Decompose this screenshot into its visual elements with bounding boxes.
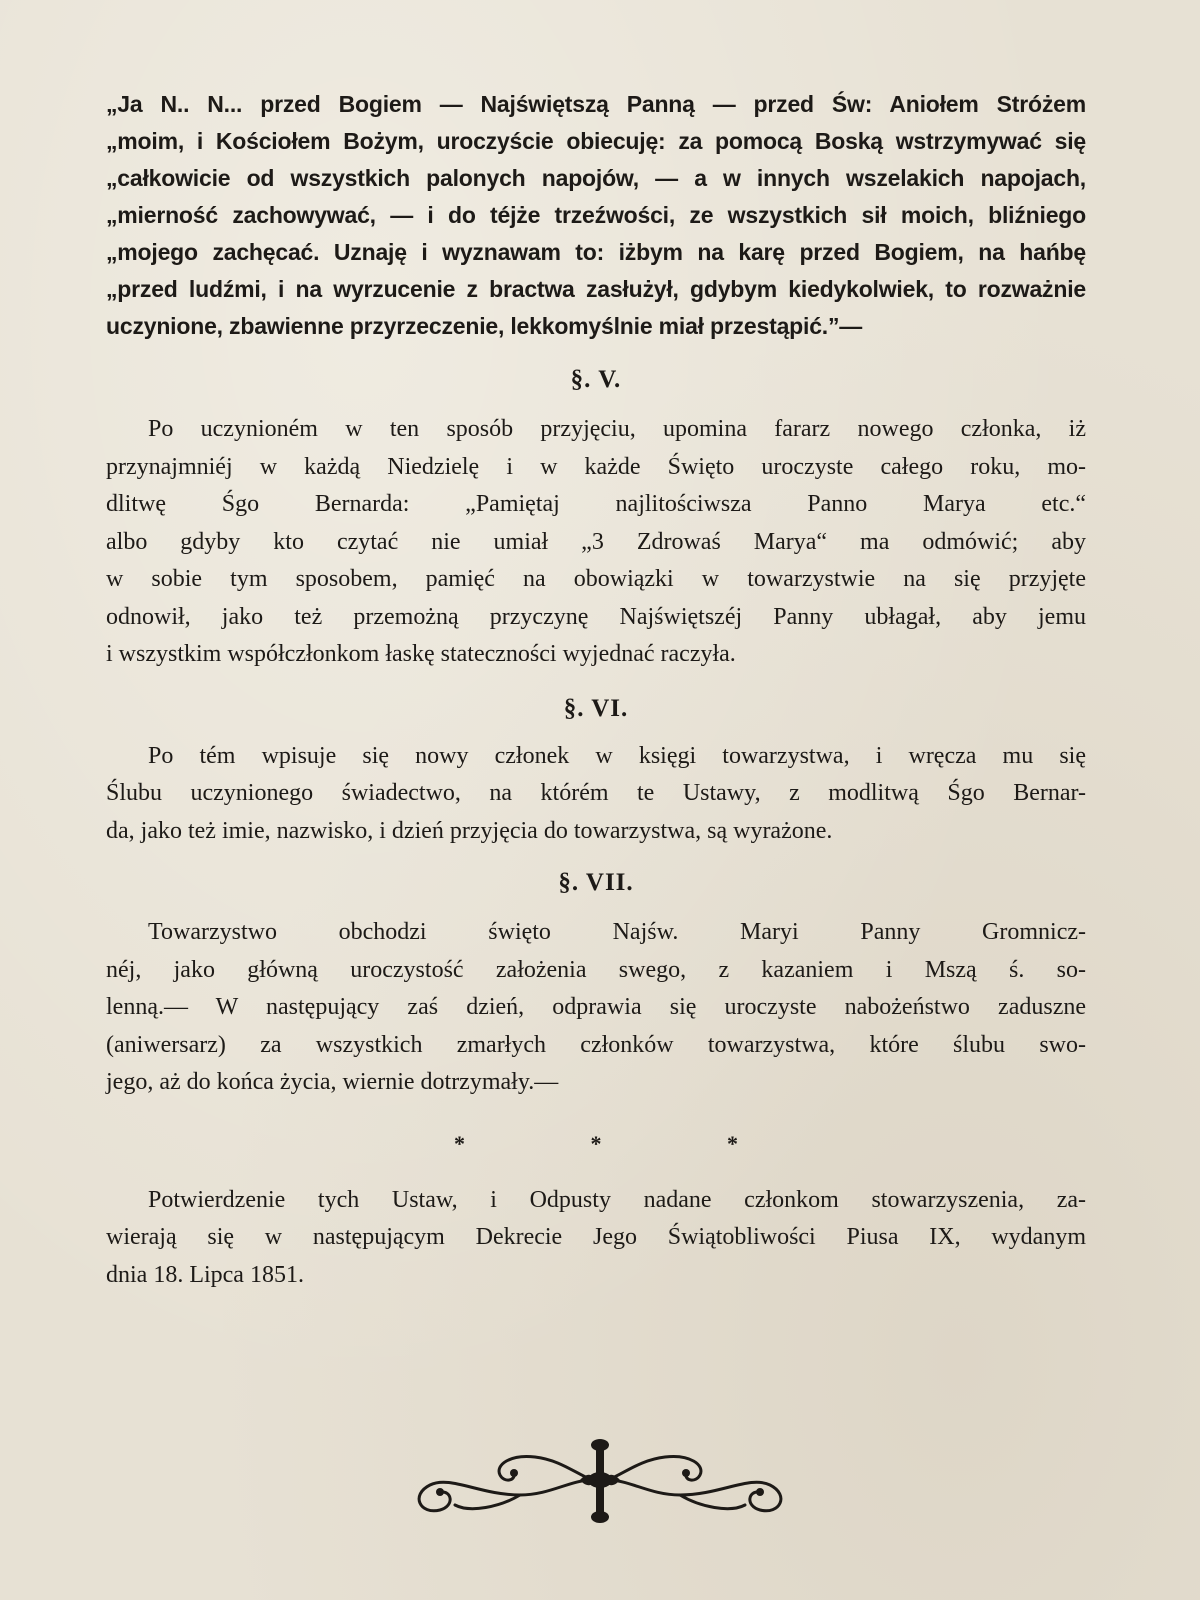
paragraph-line: albo gdyby kto czytać nie umiał „3 Zdrowaś Marya“ ma odmówić; aby (106, 528, 1086, 555)
paragraph-line: Towarzystwo obchodzi święto Najśw. Maryi Panny Gromnicz- (148, 919, 1086, 945)
paragraph-line: odnowił, jako też przemożną przyczynę Najświętszéj Panny ubłagał, aby jemu (106, 603, 1086, 630)
closing-paragraph (106, 1182, 1086, 1295)
paragraph-line: i wszystkim współczłonkom łaskę stateczności wyjednać raczyła. (106, 641, 736, 667)
section-vi-paragraph (106, 738, 1086, 851)
paragraph-line: néj, jako główną uroczystość założenia swego, z kazaniem i Mszą ś. so- (106, 956, 1086, 983)
oath-line: „mierność zachowywać, — i do téjże trzeźwości, ze wszystkich sił moich, bliźniego (106, 202, 1086, 228)
paragraph-line: (aniwersarz) za wszystkich zmarłych członków towarzystwa, które ślubu swo- (106, 1031, 1086, 1058)
paragraph-line: dnia 18. Lipca 1851. (106, 1261, 304, 1288)
paragraph-line: Po tém wpisuje się nowy członek w księgi towarzystwa, i wręcza mu się (148, 742, 1086, 769)
text-column (106, 86, 1086, 1294)
paragraph-line: jego, aż do końca życia, wiernie dotrzymały.— (106, 1069, 559, 1095)
scroll-flourish-ornament-icon (400, 1435, 800, 1525)
paragraph-line: wierają się w następującym Dekrecie Jego Świątobliwości Piusa IX, wydanym (106, 1224, 1086, 1250)
paragraph-line: Potwierdzenie tych Ustaw, i Odpusty nadane członkom stowarzyszenia, za- (148, 1186, 1086, 1213)
oath-line: uczynione, zbawienne przyrzeczenie, lekkomyślnie miał przestąpić.”— (106, 313, 863, 339)
paragraph-line: lenną.— W następujący zaś dzień, odprawia się uroczyste nabożeństwo zaduszne (106, 994, 1086, 1020)
section-v-paragraph (106, 411, 1086, 674)
paragraph-line: da, jako też imie, nazwisko, i dzień przyjęcia do towarzystwa, są wyrażone. (106, 817, 833, 844)
section-heading-vii: §. VII. (558, 869, 634, 896)
paragraph-line: w sobie tym sposobem, pamięć na obowiązki w towarzystwie na się przyjęte (106, 566, 1086, 592)
oath-line: „mojego zachęcać. Uznaję i wyznawam to: iżbym na karę przed Bogiem, na hańbę (106, 239, 1086, 265)
paragraph-line: przynajmniéj w każdą Niedzielę i w każde Święto uroczyste całego roku, mo- (106, 453, 1086, 480)
oath-line: „Ja N.. N... przed Bogiem — Najświętszą Panną — przed Św: Aniołem Stróżem (106, 91, 1086, 117)
oath-line: „moim, i Kościołem Bożym, uroczyście obiecuję: za pomocą Boską wstrzymywać się (106, 128, 1086, 154)
separator-asterisks: * * * (454, 1130, 798, 1156)
paragraph-line: Po uczynioném w ten sposób przyjęciu, upomina fararz nowego członka, iż (148, 416, 1086, 442)
oath-line: „przed ludźmi, i na wyrzucenie z bractwa zasłużył, gdybym kiedykolwiek, to rozważnie (106, 276, 1086, 302)
section-vii-paragraph (106, 914, 1086, 1102)
section-heading-vi: §. VI. (563, 694, 629, 722)
section-heading-v: §. V. (570, 366, 622, 393)
oath-line: „całkowicie od wszystkich palonych napojów, — a w innych wszelakich napojach, (106, 165, 1086, 191)
paragraph-line: dlitwę Śgo Bernarda: „Pamiętaj najlitościwsza Panno Marya etc.“ (106, 491, 1086, 517)
paragraph-line: Ślubu uczynionego świadectwo, na którém te Ustawy, z modlitwą Śgo Bernar- (106, 780, 1086, 806)
oath-paragraph (106, 86, 1086, 345)
